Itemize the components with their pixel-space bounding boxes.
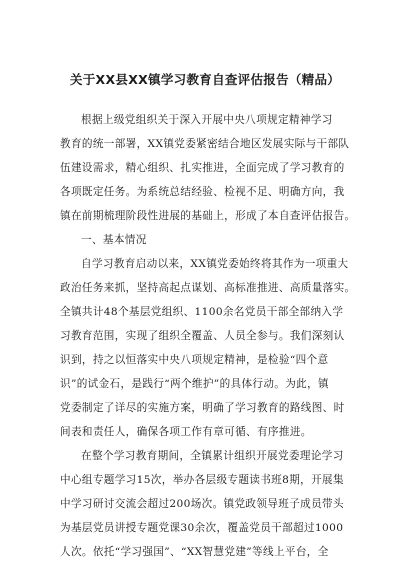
paragraph-line: 识到，持之以恒落实中央八项规定精神，是检验“四个意 <box>60 354 329 366</box>
document-title: 关于XX县XX镇学习教育自查评估报告（精品） <box>69 72 341 87</box>
paragraph-line: 各项既定任务。为系统总结经验、检视不足、明确方向，我 <box>60 186 345 198</box>
paragraph-line: 中心组专题学习15次，举办各层级专题读书班8期，开展集 <box>60 474 344 486</box>
paragraph-line: 为基层党员讲授专题党课30余次，覆盖党员干部超过1000 <box>60 522 344 534</box>
paragraph-line: 根据上级党组织关于深入开展中央八项规定精神学习 <box>81 114 333 126</box>
paragraph-line: 人次。依托“学习强国”、“XX智慧党建”等线上平台，全 <box>60 546 329 558</box>
paragraph-line: 党委制定了详尽的实施方案，明确了学习教育的路线图、时 <box>60 402 345 414</box>
paragraph-line: 政治任务来抓，坚持高起点谋划、高标准推进、高质量落实。 <box>60 282 355 294</box>
document-body <box>60 108 355 564</box>
paragraph-line: 自学习教育启动以来，XX镇党委始终将其作为一项重大 <box>81 258 349 270</box>
paragraph-line: 识”的试金石，是践行“两个维护”的具体行动。为此，镇 <box>60 378 330 390</box>
paragraph-line: 教育的统一部署，XX镇党委紧密结合地区发展实际与干部队 <box>60 138 350 150</box>
paragraph-line: 在整个学习教育期间，全镇累计组织开展党委理论学习 <box>81 450 344 462</box>
paragraph-line: 全镇共计48个基层党组织、1100余名党员干部全部纳入学 <box>60 306 344 318</box>
section-heading: 一、基本情况 <box>81 234 147 246</box>
paragraph-line: 习教育范围，实现了组织全覆盖、人员全参与。我们深刻认 <box>60 330 345 342</box>
paragraph-line: 伍建设需求，精心组织、扎实推进，全面完成了学习教育的 <box>60 162 345 174</box>
paragraph-line: 镇在前期梳理阶段性进展的基础上，形成了本自查评估报告。 <box>60 210 355 222</box>
paragraph-line: 间表和责任人，确保各项工作有章可循、有序推进。 <box>60 426 312 438</box>
paragraph-line: 中学习研讨交流会超过200场次。镇党政领导班子成员带头 <box>60 498 344 510</box>
